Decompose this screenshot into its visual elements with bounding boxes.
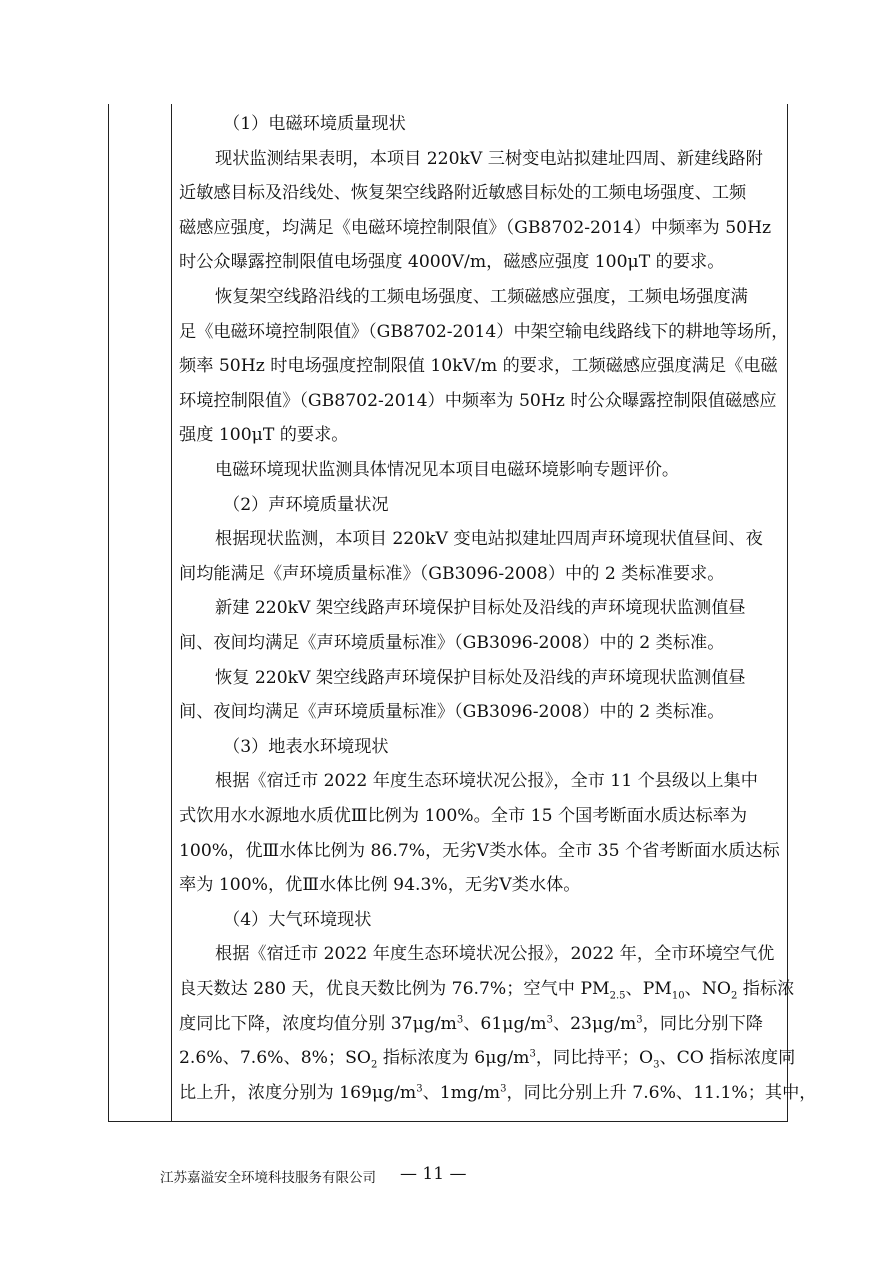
- paragraph-line: 根据《宿迁市 2022 年度生态环境状况公报》，2022 年，全市环境空气优: [215, 944, 775, 965]
- paragraph-line: 近敏感目标及沿线处、恢复架空线路附近敏感目标处的工频电场强度、工频: [179, 183, 747, 204]
- section-heading: （4）大气环境现状: [223, 909, 372, 930]
- paragraph-line: 率为 100%，优Ⅲ水体比例 94.3%，无劣Ⅴ类水体。: [179, 875, 581, 896]
- paragraph-line: 100%，优Ⅲ水体比例为 86.7%，无劣Ⅴ类水体。全市 35 个省考断面水质达标: [179, 840, 780, 861]
- paragraph-line: 间均能满足《声环境质量标准》（GB3096-2008）中的 2 类标准要求。: [179, 563, 725, 584]
- paragraph-line: 恢复架空线路沿线的工频电场强度、工频磁感应强度，工频电场强度满: [215, 287, 748, 307]
- paragraph-line: 根据《宿迁市 2022 年度生态环境状况公报》，全市 11 个县级以上集中: [215, 771, 758, 792]
- paragraph-line: 根据现状监测，本项目 220kV 变电站拟建址四周声环境现状值昼间、夜: [215, 529, 763, 550]
- section-heading: （3）地表水环境现状: [223, 736, 389, 757]
- paragraph-line: 2.6%、7.6%、8%；$SO_2$ 指标浓度为 $6\mu g/m^3$，同比持平；$O_3$、CO 指标浓度同: [179, 1048, 796, 1071]
- section-heading: （2）声环境质量状况: [223, 494, 389, 515]
- paragraph-line: 现状监测结果表明，本项目 220kV 三树变电站拟建址四周、新建线路附: [215, 148, 763, 169]
- footer-company: 江苏嘉溢安全环境科技服务有限公司: [160, 1170, 376, 1186]
- column-divider: [171, 104, 172, 1121]
- paragraph-line: 磁感应强度，均满足《电磁环境控制限值》（GB8702-2014）中频率为 50Hz: [179, 217, 772, 238]
- paragraph-line: 电磁环境现状监测具体情况见本项目电磁环境影响专题评价。: [215, 460, 680, 480]
- paragraph-line: 环境控制限值》（GB8702-2014）中频率为 50Hz 时公众曝露控制限值磁感应: [179, 390, 777, 411]
- paragraph-line: 时公众曝露控制限值电场强度 4000V/m，磁感应强度 100μT 的要求。: [179, 252, 725, 273]
- page-number: — 11 —: [400, 1164, 467, 1184]
- paragraph-line: 度同比下降，浓度均值分别 $37\mu g/m^3$、$61\mu g/m^3$、$23\mu g/m^3$，同比分别下降: [179, 1013, 763, 1034]
- paragraph-line: 比上升，浓度分别为 $169\mu g/m^3$、$1mg/m^3$，同比分别上升 7.6%、11.1%；其中，: [179, 1082, 817, 1103]
- paragraph-line: 恢复 220kV 架空线路声环境保护目标处及沿线的声环境现状监测值昼: [215, 667, 746, 688]
- paragraph-line: 式饮用水水源地水质优Ⅲ比例为 100%。全市 15 个国考断面水质达标率为: [179, 806, 748, 826]
- paragraph-line: 足《电磁环境控制限值》（GB8702-2014）中架空输电线路线下的耕地等场所，: [179, 321, 789, 342]
- section-heading: （1）电磁环境质量现状: [223, 114, 406, 134]
- paragraph-line: 强度 100μT 的要求。: [179, 425, 349, 446]
- paragraph-line: 间、夜间均满足《声环境质量标准》（GB3096-2008）中的 2 类标准。: [179, 702, 725, 723]
- paragraph-line: 良天数达 280 天，优良天数比例为 76.7%；空气中 $PM_{2.5}$、$PM_{10}$、$NO_2$ 指标浓: [179, 979, 795, 1002]
- paragraph-line: 间、夜间均满足《声环境质量标准》（GB3096-2008）中的 2 类标准。: [179, 633, 725, 653]
- paragraph-line: 频率 50Hz 时电场强度控制限值 10kV/m 的要求，工频磁感应强度满足《电磁: [179, 356, 778, 377]
- paragraph-line: 新建 220kV 架空线路声环境保护目标处及沿线的声环境现状监测值昼: [215, 598, 746, 619]
- content-table: [108, 104, 817, 1122]
